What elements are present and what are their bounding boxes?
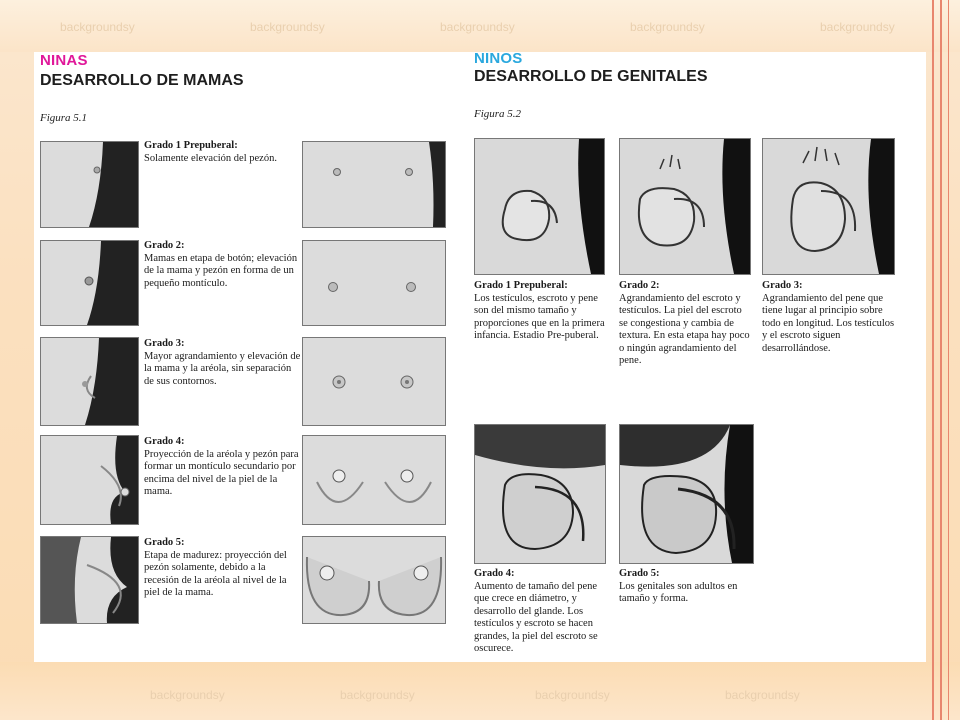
watermark-text: backgroundsy: [820, 20, 895, 34]
stage-text: Aumento de tamaño del pene que crece en diámetro, y desarrollo del glande. Los testículos y escroto se hacen grandes, la piel del escroto se oscurece.: [474, 580, 598, 654]
breast-stage-4-side-icon: [40, 435, 139, 525]
girls-section-tag: NINAS: [40, 52, 88, 69]
stage-heading: Grado 3:: [762, 280, 803, 291]
stage-heading: Grado 4:: [144, 436, 185, 447]
stage-text: Agrandamiento del escroto y testículos. La piel del escroto se congestiona y cambia de textura. En esta etapa hay poco o ningún agrandamiento del pene.: [619, 292, 750, 366]
boys-section-tag: NINOS: [474, 50, 523, 67]
breast-stage-3-front-icon: [302, 337, 446, 426]
stage-text: Mayor agrandamiento y elevación de la mama y la aréola, sin separación de sus contornos.: [144, 350, 301, 387]
breast-stage-5-side-icon: [40, 536, 139, 624]
genital-stage-1-caption: [474, 280, 608, 343]
breast-stage-1-caption: [144, 140, 302, 165]
stage-text: Etapa de madurez: proyección del pezón solamente, debido a la recesión de la aréola al nivel de la piel de la mama.: [144, 549, 287, 598]
genital-stage-3-caption: [762, 280, 900, 355]
breast-stage-4-front-icon: [302, 435, 446, 525]
stage-text: Los genitales son adultos en tamaño y forma.: [619, 580, 738, 604]
document-sheet: [34, 52, 926, 662]
breast-stage-1-front-icon: [302, 141, 446, 228]
breast-stage-2-front-icon: [302, 240, 446, 326]
breast-stage-3-caption: [144, 338, 302, 388]
boys-figure-label: Figura 5.2: [474, 108, 522, 120]
slide-bottom-band: [0, 662, 960, 720]
stage-heading: Grado 2:: [619, 280, 660, 291]
breast-stage-5-front-icon: [302, 536, 446, 624]
genital-stage-5-icon: [619, 424, 754, 564]
genital-stage-4-caption: [474, 568, 608, 656]
stage-text: Proyección de la aréola y pezón para formar un montículo secundario por encima del nivel de la piel de la mama.: [144, 448, 299, 497]
genital-stage-4-icon: [474, 424, 606, 564]
breast-stage-2-side-icon: [40, 240, 139, 326]
breast-stage-5-caption: [144, 537, 302, 600]
stage-heading: Grado 1 Prepuberal:: [474, 280, 568, 291]
breast-stage-1-side-icon: [40, 141, 139, 228]
stage-heading: Grado 1 Prepuberal:: [144, 140, 238, 151]
watermark-text: backgroundsy: [535, 688, 610, 702]
stage-text: Mamas en etapa de botón; elevación de la mama y pezón en forma de un pequeño montículo.: [144, 252, 298, 289]
watermark-text: backgroundsy: [60, 20, 135, 34]
genital-stage-1-icon: [474, 138, 605, 275]
stage-heading: Grado 3:: [144, 338, 185, 349]
watermark-text: backgroundsy: [150, 688, 225, 702]
genital-stage-5-caption: [619, 568, 753, 606]
watermark-text: backgroundsy: [630, 20, 705, 34]
genital-stage-2-caption: [619, 280, 753, 368]
stage-text: Agrandamiento del pene que tiene lugar al principio sobre todo en longitud. Los testículos y el escroto siguen desarrollándose.: [762, 292, 895, 354]
watermark-text: backgroundsy: [440, 20, 515, 34]
watermark-text: backgroundsy: [250, 20, 325, 34]
breast-stage-2-caption: [144, 240, 302, 290]
breast-stage-3-side-icon: [40, 337, 139, 426]
genital-stage-2-icon: [619, 138, 751, 275]
breast-stage-4-caption: [144, 436, 302, 499]
boys-section-title: DESARROLLO DE GENITALES: [474, 68, 708, 85]
stage-heading: Grado 5:: [144, 537, 185, 548]
stage-heading: Grado 5:: [619, 568, 660, 579]
stage-text: Los testículos, escroto y pene son del mismo tamaño y proporciones que en la primera infancia. Estadio Pre-puberal.: [474, 292, 605, 341]
girls-figure-label: Figura 5.1: [40, 112, 88, 124]
genital-stage-3-icon: [762, 138, 895, 275]
stage-heading: Grado 2:: [144, 240, 185, 251]
stage-heading: Grado 4:: [474, 568, 515, 579]
watermark-text: backgroundsy: [725, 688, 800, 702]
watermark-text: backgroundsy: [340, 688, 415, 702]
girls-section-title: DESARROLLO DE MAMAS: [40, 72, 244, 89]
stage-text: Solamente elevación del pezón.: [144, 152, 277, 164]
